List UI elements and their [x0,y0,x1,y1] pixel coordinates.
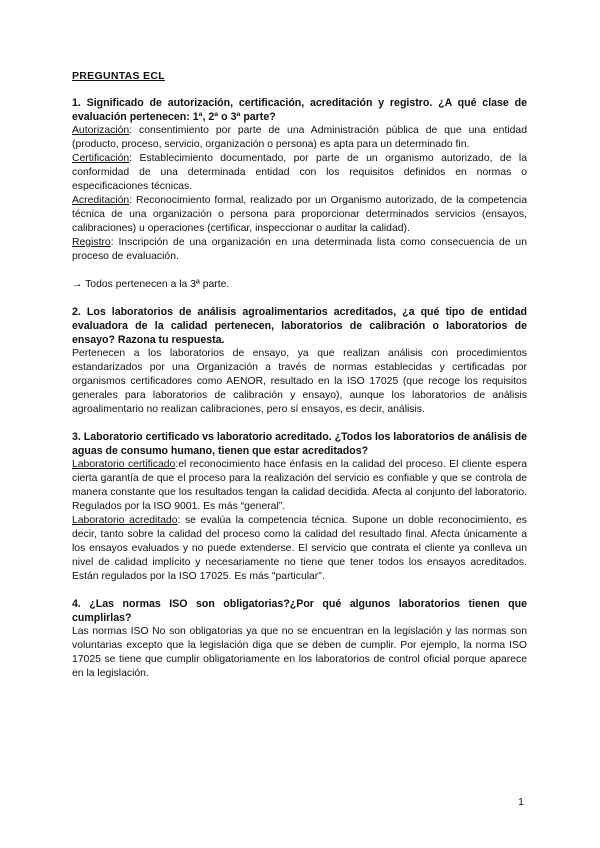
document-title: PREGUNTAS ECL [72,70,165,82]
definition-autorizacion [72,124,527,152]
term-label: Acreditación [72,195,130,206]
question-3-section [72,430,527,584]
definition-text: :el reconocimiento hace énfasis en la calidad del proceso. El cliente espera cierta garantía de que el proceso para la realización del servicio es confiable y que se controla de manera constante que los resultados tengan la calidad decidida. Afecta al conjunto del laboratorio. Regulados por la ISO 9001. Es más “general”. [72,459,527,512]
question-2-answer: Pertenecen a los laboratorios de ensayo, ya que realizan análisis con procedimientos estandarizados por una Organización a través de normas establecidas y certificadas por organismos certificadores como AENOR, resultado en la ISO 17025 (que recoge los requisitos generales para laboratorios de calibración y ensayo), aunque los laboratorios de análisis agroalimentario no realizan calibraciones, pero sí ensayos, es decir, análisis. [72,348,527,415]
definition-registro [72,236,527,264]
document-page [72,70,527,694]
term-label: Laboratorio certificado [72,459,176,470]
definition-certificacion [72,152,527,194]
question-4-section [72,597,527,681]
definition-text: : se evalúa la competencia técnica. Supone un doble reconocimiento, es decir, tanto sobre la calidad del proceso como la calidad del resultado final. Afecta únicamente a los ensayos evaluados y no puede extenderse. El servicio que contrata el cliente ya conlleva un nivel de calidad implícito y necesariamente no tiene que tener todos los ensayos acreditados. Están regulados por la ISO 17025. Es más "particular". [72,515,527,582]
definition-text: : consentimiento por parte de una Administración pública de que una entidad (producto, proceso, servicio, organización o persona) es apta para un determinado fin. [72,125,527,150]
definition-text: : Inscripción de una organización en una determinada lista como consecuencia de un proceso de evaluación. [72,237,527,262]
question-2-section [72,305,527,417]
definition-text: : Establecimiento documentado, por parte de un organismo autorizado, de la conformidad de una determinada entidad con los requisitos definidos en normas o especificaciones técnicas. [72,153,527,192]
term-label: Laboratorio acreditado [72,515,178,526]
term-label: Autorización [72,125,130,136]
question-1-section [72,96,527,292]
definition-laboratorio-certificado [72,458,527,514]
question-4-heading: 4. ¿Las normas ISO son obligatorias?¿Por qué algunos laboratorios tienen que cumplirlas? [72,598,527,624]
term-label: Certificación [72,153,130,164]
question-4-answer: Las normas ISO No son obligatorias ya que no se encuentran en la legislación y las normas son voluntarias excepto que la legislación diga que se deben de cumplir. Por ejemplo, la norma ISO 17025 se tiene que cumplir obligatoriamente en los laboratorios de control oficial porque aparece en la legislación. [72,626,527,679]
question-2-heading: 2. Los laboratorios de análisis agroalimentarios acreditados, ¿a qué tipo de entidad evaluadora de la calidad pertenecen, laboratorios de calibración o laboratorios de ensayo? Razona tu respuesta. [72,306,527,346]
page-number: 1 [518,796,524,808]
question-1-heading: 1. Significado de autorización, certificación, acreditación y registro. ¿A qué clase de evaluación pertenecen: 1ª, 2ª o 3ª parte? [72,97,527,123]
question-1-answer: → Todos pertenecen a la 3ª parte. [72,279,230,290]
definition-acreditacion [72,194,527,236]
question-3-heading: 3. Laboratorio certificado vs laboratorio acreditado. ¿Todos los laboratorios de análisis de aguas de consumo humano, tienen que estar acreditados? [72,431,527,457]
term-label: Registro [72,237,111,248]
definition-text: : Reconocimiento formal, realizado por un Organismo autorizado, de la competencia técnica de una organización o persona para proporcionar determinados servicios (ensayos, calibraciones) u operaciones (certificar, inspeccionar o auditar la calidad). [72,195,527,234]
definition-laboratorio-acreditado [72,514,527,584]
